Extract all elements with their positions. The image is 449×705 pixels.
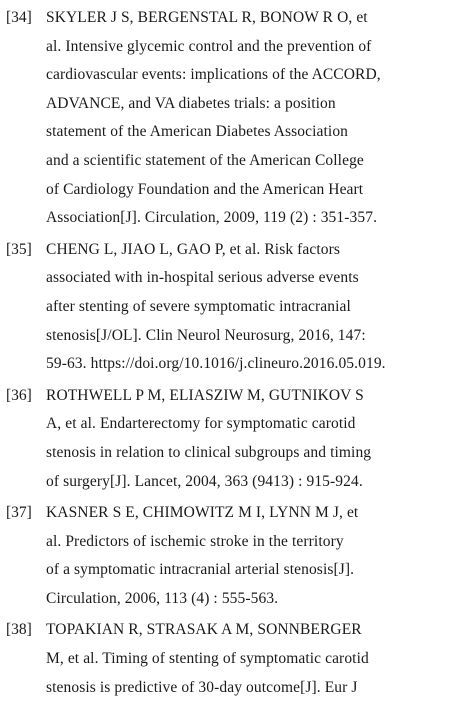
reference-line: KASNER S E, CHIMOWITZ M I, LYNN M J, et <box>46 504 359 522</box>
reference-line: al. Predictors of ischemic stroke in the territory <box>46 532 344 550</box>
reference-line: of surgery[J]. Lancet, 2004, 363 (9413) : 915-924. <box>46 472 363 490</box>
reference-entry-35 <box>0 236 449 379</box>
reference-number: [38] <box>6 621 32 639</box>
reference-line: TOPAKIAN R, STRASAK A M, SONNBERGER <box>46 621 362 639</box>
reference-line: A, et al. Endarterectomy for symptomatic carotid <box>46 415 356 433</box>
reference-entry-38 <box>0 616 449 702</box>
reference-entry-37 <box>0 499 449 613</box>
reference-line: stenosis is predictive of 30-day outcome[J]. Eur J <box>46 678 358 696</box>
reference-doi-line: 59-63. https://doi.org/10.1016/j.clineuro.2016.05.019. <box>46 355 386 373</box>
reference-line: stenosis[J/OL]. Clin Neurol Neurosurg, 2016, 147: <box>46 326 366 344</box>
reference-line: Association[J]. Circulation, 2009, 119 (2) : 351-357. <box>46 209 378 227</box>
reference-number: [36] <box>6 386 32 404</box>
reference-line: al. Intensive glycemic control and the prevention of <box>46 37 372 55</box>
reference-line: of Cardiology Foundation and the American Heart <box>46 180 364 198</box>
reference-line: of a symptomatic intracranial arterial stenosis[J]. <box>46 561 355 579</box>
reference-line: and a scientific statement of the American College <box>46 151 364 169</box>
reference-line: ADVANCE, and VA diabetes trials: a position <box>46 94 336 112</box>
reference-entry-34 <box>0 4 449 233</box>
reference-line: SKYLER J S, BERGENSTAL R, BONOW R O, et <box>46 9 368 26</box>
reference-line: ROTHWELL P M, ELIASZIW M, GUTNIKOV S <box>46 386 364 404</box>
reference-number: [34] <box>6 9 32 26</box>
reference-list <box>0 4 449 705</box>
reference-line: CHENG L, JIAO L, GAO P, et al. Risk factors <box>46 240 341 258</box>
reference-number: [35] <box>6 240 32 258</box>
reference-line: cardiovascular events: implications of the ACCORD, <box>46 66 381 84</box>
reference-line: Circulation, 2006, 113 (4) : 555-563. <box>46 589 279 607</box>
reference-line: after stenting of severe symptomatic intracranial <box>46 297 351 315</box>
reference-line: M, et al. Timing of stenting of symptomatic carotid <box>46 650 369 668</box>
reference-line: statement of the American Diabetes Association <box>46 123 349 141</box>
reference-line: associated with in-hospital serious adverse events <box>46 269 359 287</box>
reference-entry-36 <box>0 382 449 496</box>
reference-line: stenosis in relation to clinical subgroups and timing <box>46 443 372 461</box>
reference-number: [37] <box>6 504 32 522</box>
